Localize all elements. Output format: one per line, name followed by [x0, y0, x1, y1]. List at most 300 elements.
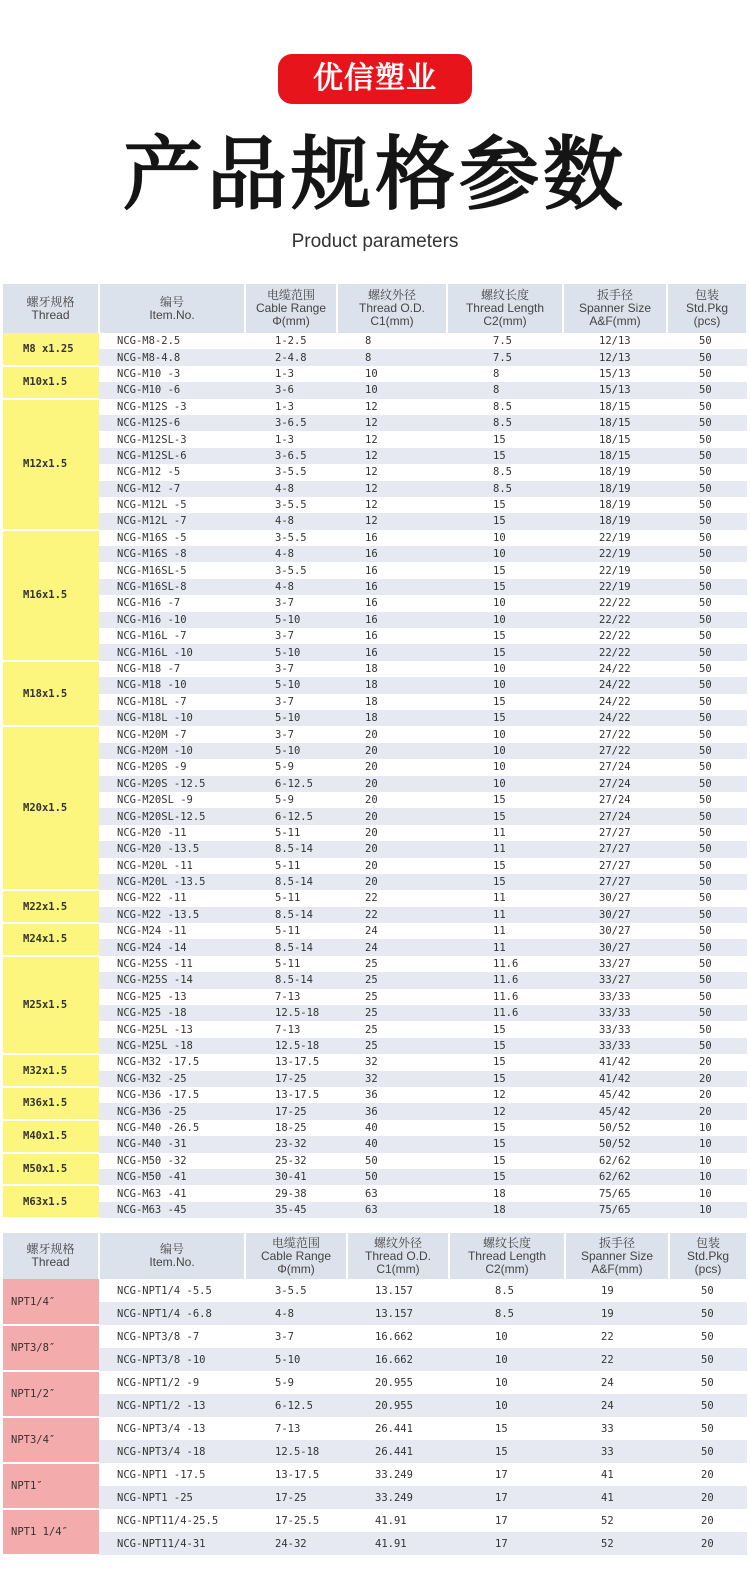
table-cell: NCG-M12S-6: [99, 415, 245, 431]
table-cell: NCG-NPT3/4 -13: [99, 1417, 245, 1440]
thread-size-cell: NPT3/4″: [3, 1417, 99, 1463]
table-cell: 15: [447, 1120, 563, 1136]
table-row: [3, 1279, 747, 1302]
table-row: [3, 1103, 747, 1119]
table-cell: NCG-M16L -7: [99, 628, 245, 644]
table-header: [3, 284, 747, 333]
table-cell: 50: [667, 939, 747, 955]
table-cell: 7-13: [245, 1021, 337, 1037]
table-cell: 5-10: [245, 743, 337, 759]
table-row: [3, 366, 747, 382]
table-cell: 2-4.8: [245, 349, 337, 365]
table-cell: 11: [447, 923, 563, 939]
table-cell: 26.441: [347, 1440, 449, 1463]
thread-size-cell: M22x1.5: [3, 890, 99, 923]
table-cell: 20: [667, 1103, 747, 1119]
table-cell: 6-12.5: [245, 1394, 347, 1417]
table-cell: 8.5-14: [245, 907, 337, 923]
thread-size-cell: M12x1.5: [3, 399, 99, 530]
table-cell: NCG-M25L -13: [99, 1021, 245, 1037]
table-cell: 18: [447, 1202, 563, 1218]
table-cell: NCG-M20SL -9: [99, 792, 245, 808]
table-cell: 22/22: [563, 595, 667, 611]
table-cell: 20: [337, 743, 447, 759]
table-cell: 27/27: [563, 841, 667, 857]
table-cell: 3-7: [245, 628, 337, 644]
metric-spec-table: [3, 284, 748, 1219]
table-row: [3, 612, 747, 628]
table-cell: NCG-M16S -5: [99, 530, 245, 546]
table-cell: NCG-M18 -7: [99, 661, 245, 677]
table-cell: 50: [667, 579, 747, 595]
table-cell: NCG-M50 -41: [99, 1169, 245, 1185]
table-cell: 4-8: [245, 481, 337, 497]
table-cell: NCG-M18 -10: [99, 677, 245, 693]
header-line: A&F(mm): [589, 314, 641, 328]
table-row: [3, 1417, 747, 1440]
table-row: [3, 1185, 747, 1201]
table-cell: 50: [669, 1417, 747, 1440]
table-row: [3, 349, 747, 365]
table-cell: 10: [667, 1153, 747, 1169]
table-cell: 12.5-18: [245, 1005, 337, 1021]
brand-badge: 优信塑业: [278, 54, 472, 104]
table-cell: 25: [337, 989, 447, 1005]
table-cell: 50: [667, 1005, 747, 1021]
table-cell: 24/22: [563, 710, 667, 726]
table-cell: 5-11: [245, 858, 337, 874]
table-cell: 8.5: [447, 415, 563, 431]
table-cell: 50: [667, 759, 747, 775]
table-cell: 15: [447, 792, 563, 808]
table-cell: 18: [337, 677, 447, 693]
table-cell: 18/19: [563, 497, 667, 513]
table-cell: 15/13: [563, 382, 667, 398]
table-cell: 12: [447, 1103, 563, 1119]
table-cell: 16: [337, 628, 447, 644]
table-cell: 20.955: [347, 1371, 449, 1394]
header-line: 编号: [159, 294, 184, 309]
table-cell: 50: [667, 431, 747, 447]
table-row: [3, 759, 747, 775]
table-cell: 20: [667, 1087, 747, 1103]
table-cell: 3-6.5: [245, 448, 337, 464]
table-cell: 18/15: [563, 448, 667, 464]
table-cell: 3-7: [245, 595, 337, 611]
table-cell: 15: [447, 513, 563, 529]
table-cell: 50: [667, 1038, 747, 1054]
table-cell: 3-5.5: [245, 562, 337, 578]
table-cell: 27/27: [563, 874, 667, 890]
table-cell: 18-25: [245, 1120, 337, 1136]
table-cell: 50: [667, 841, 747, 857]
header-line: 螺纹外径: [367, 288, 416, 302]
table-row: [3, 1325, 747, 1348]
table-cell: NCG-NPT1/2 -9: [99, 1371, 245, 1394]
table-cell: 50: [667, 661, 747, 677]
table-cell: NCG-M36 -17.5: [99, 1087, 245, 1103]
table-cell: 25: [337, 1005, 447, 1021]
column-header: [3, 1233, 99, 1279]
table-cell: 13.157: [347, 1279, 449, 1302]
table-cell: 25: [337, 956, 447, 972]
table-cell: 50: [669, 1440, 747, 1463]
table-row: [3, 841, 747, 857]
table-cell: 50: [667, 1021, 747, 1037]
table-cell: 10: [447, 595, 563, 611]
header-line: Cable Range: [255, 301, 327, 315]
table-cell: 15: [447, 1153, 563, 1169]
table-cell: 3-7: [245, 661, 337, 677]
table-cell: 75/65: [563, 1202, 667, 1218]
table-cell: 18/19: [563, 481, 667, 497]
table-cell: 10: [337, 382, 447, 398]
table-cell: 50: [667, 989, 747, 1005]
column-header: [565, 1233, 669, 1279]
table-row: [3, 808, 747, 824]
table-cell: 7-13: [245, 989, 337, 1005]
table-row: [3, 710, 747, 726]
table-cell: 15: [447, 1054, 563, 1070]
table-cell: 33/33: [563, 1005, 667, 1021]
table-row: [3, 1021, 747, 1037]
table-cell: 3-7: [245, 694, 337, 710]
table-cell: 10: [449, 1348, 565, 1371]
table-cell: 33: [565, 1440, 669, 1463]
table-cell: 30/27: [563, 939, 667, 955]
table-row: [3, 874, 747, 890]
table-row: [3, 644, 747, 660]
table-cell: 16.662: [347, 1348, 449, 1371]
table-cell: 5-9: [245, 759, 337, 775]
table-cell: NCG-M18L -10: [99, 710, 245, 726]
table-cell: 41/42: [563, 1054, 667, 1070]
table-cell: 20: [669, 1486, 747, 1509]
thread-size-cell: M25x1.5: [3, 956, 99, 1054]
table-cell: NCG-M22 -11: [99, 890, 245, 906]
thread-size-cell: M8 x1.25: [3, 333, 99, 366]
table-cell: 22/19: [563, 579, 667, 595]
table-cell: 50: [669, 1302, 747, 1325]
table-cell: 50: [667, 792, 747, 808]
table-cell: 5-9: [245, 792, 337, 808]
table-cell: 41: [565, 1486, 669, 1509]
table-row: [3, 1371, 747, 1394]
header-line: C2(mm): [483, 314, 527, 328]
table-cell: 20: [337, 759, 447, 775]
table-row: [3, 1087, 747, 1103]
header-line: Thread Length: [465, 301, 545, 315]
table-cell: 50: [667, 628, 747, 644]
table-cell: NCG-M22 -13.5: [99, 907, 245, 923]
table-cell: NCG-NPT1/4 -6.8: [99, 1302, 245, 1325]
table-cell: 50: [667, 677, 747, 693]
header-line: Thread: [31, 1255, 70, 1269]
header-line: C1(mm): [376, 1261, 420, 1276]
table-cell: 10: [449, 1394, 565, 1417]
table-cell: 30/27: [563, 890, 667, 906]
table-cell: 3-5.5: [245, 464, 337, 480]
table-row: [3, 1071, 747, 1087]
column-header: [99, 284, 245, 333]
table-row: [3, 677, 747, 693]
table-cell: 11.6: [447, 956, 563, 972]
table-cell: 12: [337, 399, 447, 415]
table-cell: 27/24: [563, 776, 667, 792]
table-cell: 3-5.5: [245, 1279, 347, 1302]
table-cell: 50: [667, 972, 747, 988]
table-cell: 7.5: [447, 333, 563, 349]
table-cell: 50: [667, 644, 747, 660]
thread-size-cell: M18x1.5: [3, 661, 99, 727]
table-row: [3, 1054, 747, 1070]
table-cell: 52: [565, 1509, 669, 1532]
header-line: A&F(mm): [591, 1261, 643, 1276]
table-cell: 20: [337, 792, 447, 808]
table-cell: NCG-M18L -7: [99, 694, 245, 710]
table-cell: 3-5.5: [245, 530, 337, 546]
table-cell: 1-3: [245, 431, 337, 447]
thread-size-cell: M24x1.5: [3, 923, 99, 956]
table-cell: 50: [667, 726, 747, 742]
table-cell: 10: [337, 366, 447, 382]
table-cell: 8.5-14: [245, 939, 337, 955]
table-cell: 16: [337, 644, 447, 660]
table-cell: 62/62: [563, 1169, 667, 1185]
table-cell: 50: [669, 1371, 747, 1394]
table-cell: 20: [337, 726, 447, 742]
table-row: [3, 464, 747, 480]
column-header: [245, 284, 337, 333]
table-cell: 18: [447, 1185, 563, 1201]
thread-size-cell: NPT1″: [3, 1463, 99, 1509]
table-cell: 10: [447, 546, 563, 562]
table-row: [3, 1136, 747, 1152]
table-cell: 1-2.5: [245, 333, 337, 349]
table-cell: NCG-NPT3/8 -7: [99, 1325, 245, 1348]
thread-size-cell: NPT1 1/4″: [3, 1509, 99, 1555]
table-cell: 10: [447, 726, 563, 742]
table-cell: 5-11: [245, 956, 337, 972]
thread-size-cell: M50x1.5: [3, 1153, 99, 1186]
table-cell: 4-8: [245, 513, 337, 529]
table-cell: 27/27: [563, 858, 667, 874]
table-cell: 10: [447, 612, 563, 628]
table-cell: 22/22: [563, 644, 667, 660]
table-cell: 36: [337, 1087, 447, 1103]
table-cell: 11: [447, 825, 563, 841]
table-cell: 12: [337, 513, 447, 529]
header-line: 螺牙规格: [26, 1242, 75, 1256]
table-cell: 18/15: [563, 431, 667, 447]
table-cell: 5-9: [245, 1371, 347, 1394]
table-cell: 17: [449, 1509, 565, 1532]
table-cell: 50: [667, 743, 747, 759]
header-line: 扳手径: [596, 288, 633, 302]
table-cell: NCG-M8-2.5: [99, 333, 245, 349]
table-cell: 13-17.5: [245, 1087, 337, 1103]
column-header: [563, 284, 667, 333]
table-cell: 63: [337, 1185, 447, 1201]
table-cell: 50: [667, 874, 747, 890]
table-row: [3, 497, 747, 513]
table-cell: 45/42: [563, 1103, 667, 1119]
table-cell: 18: [337, 694, 447, 710]
table-row: [3, 562, 747, 578]
table-cell: NCG-M8-4.8: [99, 349, 245, 365]
table-cell: NCG-M32 -17.5: [99, 1054, 245, 1070]
table-row: [3, 1120, 747, 1136]
header-line: Item.No.: [149, 307, 195, 322]
column-header: [667, 284, 747, 333]
table-cell: 5-11: [245, 923, 337, 939]
table-cell: 45/42: [563, 1087, 667, 1103]
table-cell: 24-32: [245, 1532, 347, 1555]
table-cell: 5-10: [245, 710, 337, 726]
table-cell: 22/19: [563, 546, 667, 562]
table-row: [3, 661, 747, 677]
header-line: Thread: [31, 307, 70, 322]
table-cell: NCG-M12S -3: [99, 399, 245, 415]
table-cell: 12.5-18: [245, 1440, 347, 1463]
table-cell: NCG-M16SL-8: [99, 579, 245, 595]
table-cell: NCG-M12SL-6: [99, 448, 245, 464]
table-cell: 33/33: [563, 989, 667, 1005]
table-cell: 50: [667, 366, 747, 382]
table-cell: 13-17.5: [245, 1463, 347, 1486]
table-cell: 15: [447, 1136, 563, 1152]
table-cell: 41.91: [347, 1532, 449, 1555]
table-row: [3, 382, 747, 398]
table-cell: 4-8: [245, 579, 337, 595]
thread-size-cell: M32x1.5: [3, 1054, 99, 1087]
table-cell: 10: [447, 776, 563, 792]
table-cell: 5-11: [245, 890, 337, 906]
table-cell: 24: [565, 1371, 669, 1394]
table-row: [3, 1532, 747, 1555]
table-cell: 50: [667, 858, 747, 874]
table-cell: 75/65: [563, 1185, 667, 1201]
table-cell: 29-38: [245, 1185, 337, 1201]
header-line: 螺纹长度: [482, 1235, 531, 1250]
table-cell: 50: [667, 399, 747, 415]
column-header: [449, 1233, 565, 1279]
table-cell: 20: [337, 858, 447, 874]
column-header: [447, 284, 563, 333]
table-cell: 20: [337, 776, 447, 792]
table-row: [3, 546, 747, 562]
table-cell: 1-3: [245, 366, 337, 382]
column-header: [3, 284, 99, 333]
thread-size-cell: M16x1.5: [3, 530, 99, 661]
table-cell: 17-25.5: [245, 1509, 347, 1532]
table-cell: 15: [447, 710, 563, 726]
table-cell: 27/27: [563, 825, 667, 841]
table-cell: 36: [337, 1103, 447, 1119]
table-cell: 12: [337, 448, 447, 464]
table-cell: 17: [449, 1532, 565, 1555]
table-cell: 18/19: [563, 513, 667, 529]
table-cell: 12.5-18: [245, 1038, 337, 1054]
table-cell: 50: [667, 808, 747, 824]
table-cell: 3-5.5: [245, 497, 337, 513]
table-row: [3, 1153, 747, 1169]
table-cell: NCG-M20M -10: [99, 743, 245, 759]
table-cell: 27/22: [563, 743, 667, 759]
table-cell: NCG-NPT1 -25: [99, 1486, 245, 1509]
table-cell: 15: [447, 808, 563, 824]
table-row: [3, 956, 747, 972]
table-cell: 41/42: [563, 1071, 667, 1087]
table-cell: 24: [565, 1394, 669, 1417]
table-cell: 12/13: [563, 349, 667, 365]
table-cell: 15: [447, 1021, 563, 1037]
table-cell: 8.5-14: [245, 874, 337, 890]
table-cell: 15: [447, 628, 563, 644]
header-line: 包装: [694, 288, 719, 302]
table-cell: 11.6: [447, 972, 563, 988]
table-cell: 50: [667, 530, 747, 546]
header-line: (pcs): [694, 1261, 722, 1276]
table-cell: 15: [447, 694, 563, 710]
table-cell: 50: [669, 1279, 747, 1302]
table-cell: 20: [669, 1509, 747, 1532]
header-line: 编号: [159, 1242, 184, 1256]
table-cell: 22: [337, 907, 447, 923]
table-cell: 50: [667, 890, 747, 906]
header-row: [3, 284, 747, 333]
table-cell: 27/24: [563, 759, 667, 775]
table-cell: NCG-M24 -11: [99, 923, 245, 939]
table-cell: 8.5-14: [245, 841, 337, 857]
table-cell: 15: [447, 858, 563, 874]
table-cell: 25-32: [245, 1153, 337, 1169]
table-cell: 22/22: [563, 628, 667, 644]
table-cell: 16: [337, 595, 447, 611]
table-row: [3, 530, 747, 546]
table-cell: 24: [337, 923, 447, 939]
table-row: [3, 1038, 747, 1054]
table-cell: 50: [667, 448, 747, 464]
thread-size-cell: M10x1.5: [3, 366, 99, 399]
table-row: [3, 628, 747, 644]
table-cell: 10: [667, 1136, 747, 1152]
table-row: [3, 448, 747, 464]
header-line: 螺牙规格: [26, 294, 75, 309]
thread-size-cell: M40x1.5: [3, 1120, 99, 1153]
table-cell: 4-8: [245, 1302, 347, 1325]
table-row: [3, 1440, 747, 1463]
table-cell: NCG-M63 -41: [99, 1185, 245, 1201]
table-cell: 50: [667, 907, 747, 923]
table-cell: 16: [337, 562, 447, 578]
table-row: [3, 1486, 747, 1509]
table-cell: 10: [447, 743, 563, 759]
table-cell: 50: [667, 710, 747, 726]
table-cell: NCG-NPT1/4 -5.5: [99, 1279, 245, 1302]
table-cell: 50: [667, 497, 747, 513]
table-cell: 6-12.5: [245, 808, 337, 824]
table-cell: NCG-M16L -10: [99, 644, 245, 660]
table-cell: 33.249: [347, 1463, 449, 1486]
table-cell: 5-10: [245, 677, 337, 693]
table-row: [3, 825, 747, 841]
table-cell: NCG-M63 -45: [99, 1202, 245, 1218]
table-cell: 20: [337, 825, 447, 841]
table-cell: 22: [565, 1348, 669, 1371]
table-cell: NCG-M20S -9: [99, 759, 245, 775]
table-cell: 8: [337, 333, 447, 349]
